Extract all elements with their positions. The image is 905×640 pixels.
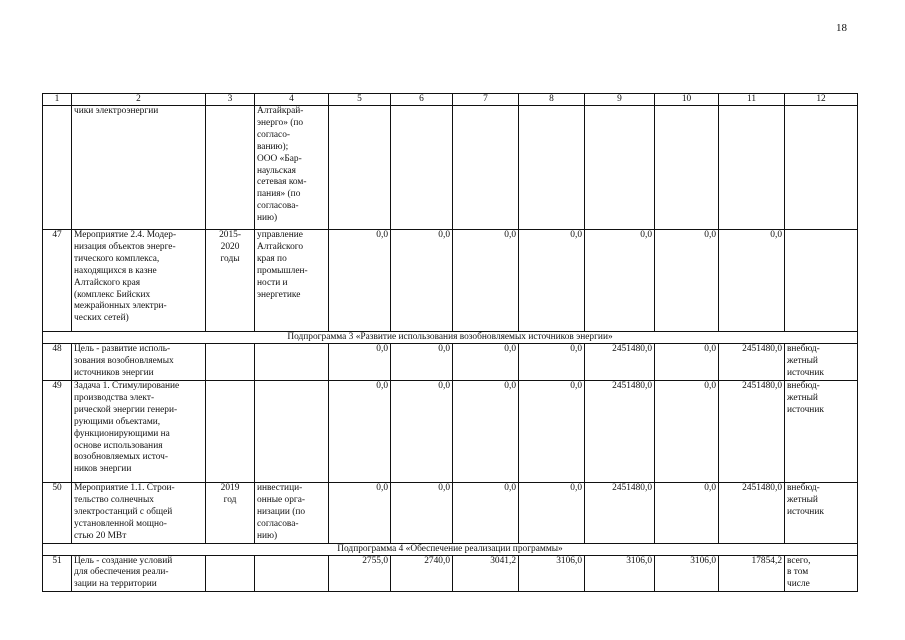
table-row	[43, 555, 858, 592]
table-cell: Цель - развитие исполь- зования возобновляемых источников энергии	[72, 344, 206, 381]
table-cell	[255, 555, 329, 592]
table-cell: 0,0	[655, 344, 719, 381]
table-cell: 0,0	[329, 381, 391, 483]
table-cell: 0,0	[329, 230, 391, 332]
table-cell: 3106,0	[655, 555, 719, 592]
column-number: 12	[785, 94, 858, 106]
table-cell: 2755,0	[329, 555, 391, 592]
column-number: 9	[585, 94, 655, 106]
table-cell: чики электроэнергии	[72, 106, 206, 230]
table-cell: 0,0	[453, 483, 519, 544]
table-cell	[719, 106, 785, 230]
table-row	[43, 344, 858, 381]
table-cell: 2451480,0	[719, 344, 785, 381]
column-number: 2	[72, 94, 206, 106]
table-cell: 0,0	[391, 344, 453, 381]
table-cell	[585, 106, 655, 230]
table-cell	[329, 106, 391, 230]
table-cell: 0,0	[519, 230, 585, 332]
subprogram-heading-row	[43, 332, 858, 344]
table-cell: 0,0	[453, 344, 519, 381]
table-cell	[206, 555, 255, 592]
table-cell: 0,0	[519, 381, 585, 483]
table-cell: 0,0	[519, 483, 585, 544]
table-cell	[43, 106, 72, 230]
table-cell: 0,0	[655, 483, 719, 544]
page-number: 18	[836, 22, 847, 34]
table-cell	[255, 381, 329, 483]
table-cell	[391, 106, 453, 230]
table-cell: 2015- 2020 годы	[206, 230, 255, 332]
table-row	[43, 230, 858, 332]
table-cell: инвестици- онные орга- низации (по согласова- нию)	[255, 483, 329, 544]
table-cell: 48	[43, 344, 72, 381]
column-number: 4	[255, 94, 329, 106]
column-number: 11	[719, 94, 785, 106]
table-cell: Алтайкрай- энерго» (по согласо- ванию); ООО «Бар- наульская сетевая ком- пания» (по согласова- нию)	[255, 106, 329, 230]
table-cell: 0,0	[585, 230, 655, 332]
column-number: 3	[206, 94, 255, 106]
table-cell: 0,0	[655, 230, 719, 332]
table-cell: внебюд- жетный источник	[785, 381, 858, 483]
table-cell	[255, 344, 329, 381]
program-table	[42, 93, 858, 592]
column-number: 5	[329, 94, 391, 106]
table-row	[43, 106, 858, 230]
table-cell	[655, 106, 719, 230]
column-number: 8	[519, 94, 585, 106]
table-cell: 3106,0	[585, 555, 655, 592]
table-cell: Задача 1. Стимулирование производства элект- рической энергии генери- рующими объектами, функционирующими на основе использования возобновляемых источ- ников энергии	[72, 381, 206, 483]
table-cell: 3106,0	[519, 555, 585, 592]
column-number-header	[43, 94, 858, 106]
table-cell	[206, 106, 255, 230]
table-cell	[785, 106, 858, 230]
table-cell: 0,0	[453, 381, 519, 483]
column-number: 6	[391, 94, 453, 106]
subprogram-title: Подпрограмма 4 «Обеспечение реализации программы»	[43, 543, 858, 555]
table-cell	[785, 230, 858, 332]
table-cell: управление Алтайского края по промышлен- ности и энергетике	[255, 230, 329, 332]
table-cell: Цель - создание условий для обеспечения реали- зации на территории	[72, 555, 206, 592]
column-number: 7	[453, 94, 519, 106]
table-cell: 0,0	[519, 344, 585, 381]
table-cell: Мероприятие 1.1. Строи- тельство солнечных электростанций с общей установленной мощно- стью 20 МВт	[72, 483, 206, 544]
table-cell: 0,0	[391, 381, 453, 483]
table-cell: 2451480,0	[719, 483, 785, 544]
table-cell: 0,0	[453, 230, 519, 332]
column-number: 1	[43, 94, 72, 106]
table-cell: внебюд- жетный источник	[785, 344, 858, 381]
subprogram-heading-row	[43, 543, 858, 555]
table-cell	[519, 106, 585, 230]
table-row	[43, 381, 858, 483]
table-cell: 0,0	[329, 344, 391, 381]
table-cell: 0,0	[655, 381, 719, 483]
table-row	[43, 483, 858, 544]
table-cell	[206, 344, 255, 381]
table-cell: 3041,2	[453, 555, 519, 592]
table-cell: 2451480,0	[585, 381, 655, 483]
table-cell: 0,0	[391, 483, 453, 544]
table-cell	[206, 381, 255, 483]
table-cell: Мероприятие 2.4. Модер- низация объектов энерге- тического комплекса, находящихся в казне Алтайского края (комплекс Бийских межрайонных электри- ческих сетей)	[72, 230, 206, 332]
table-cell: 17854,2	[719, 555, 785, 592]
table-cell: 50	[43, 483, 72, 544]
table-cell: 2451480,0	[585, 483, 655, 544]
table-cell: 2451480,0	[719, 381, 785, 483]
table-cell: 2451480,0	[585, 344, 655, 381]
subprogram-title: Подпрограмма 3 «Развитие использования возобновляемых источников энергии»	[43, 332, 858, 344]
table-cell	[453, 106, 519, 230]
table-cell: 0,0	[329, 483, 391, 544]
table-cell: всего, в том числе	[785, 555, 858, 592]
column-number: 10	[655, 94, 719, 106]
table-cell: 2740,0	[391, 555, 453, 592]
table-cell: 0,0	[719, 230, 785, 332]
table-cell: 0,0	[391, 230, 453, 332]
table-cell: 2019 год	[206, 483, 255, 544]
table-cell: 49	[43, 381, 72, 483]
table-cell: 51	[43, 555, 72, 592]
table-cell: 47	[43, 230, 72, 332]
table-cell: внебюд- жетный источник	[785, 483, 858, 544]
